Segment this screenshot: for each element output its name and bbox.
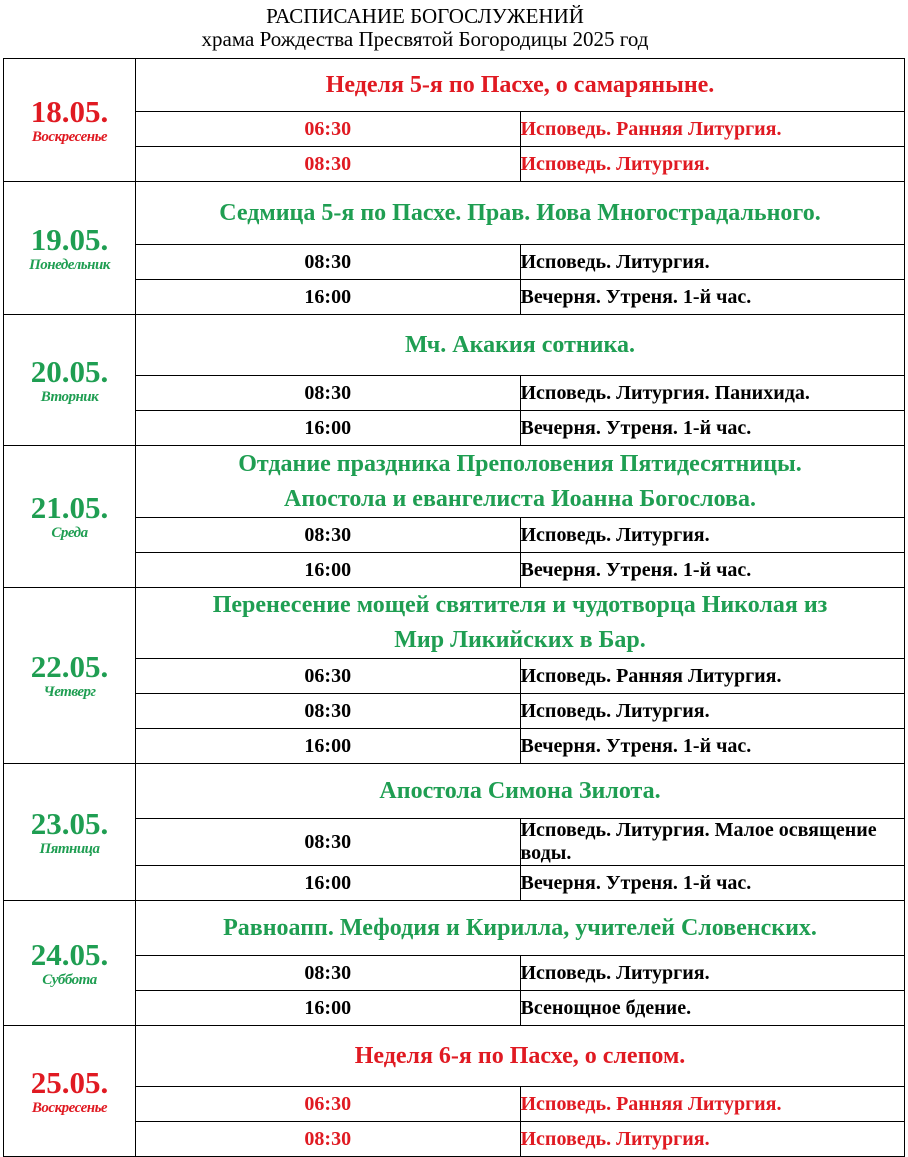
service-row bbox=[4, 659, 905, 694]
service-text: Исповедь. Литургия. bbox=[520, 518, 905, 553]
service-time: 06:30 bbox=[136, 1087, 521, 1122]
service-time: 08:30 bbox=[136, 819, 521, 866]
service-row bbox=[4, 1122, 905, 1157]
date-label: 25.05. bbox=[30, 1064, 109, 1100]
service-text: Исповедь. Литургия. Панихида. bbox=[520, 376, 905, 411]
service-time: 08:30 bbox=[136, 245, 521, 280]
service-time: 16:00 bbox=[136, 411, 521, 446]
service-row bbox=[4, 147, 905, 182]
service-text: Всенощное бдение. bbox=[520, 991, 905, 1026]
day-cell bbox=[4, 901, 136, 1026]
day-cell bbox=[4, 182, 136, 315]
day-title-row bbox=[4, 588, 905, 659]
page-subtitle: храма Рождества Пресвятой Богородицы 2025 год bbox=[201, 27, 649, 51]
day-cell bbox=[4, 764, 136, 901]
weekday-label: Понедельник bbox=[29, 256, 110, 273]
day-cell bbox=[4, 315, 136, 446]
date-label: 18.05. bbox=[30, 93, 109, 129]
feast-title-line: Неделя 6-я по Пасхе, о слепом. bbox=[354, 1042, 686, 1069]
schedule-body bbox=[4, 59, 905, 1157]
feast-title-line: Апостола и евангелиста Иоанна Богослова. bbox=[284, 485, 756, 512]
service-row bbox=[4, 729, 905, 764]
feast-title-line: Перенесение мощей святителя и чудотворца Николая из bbox=[212, 592, 828, 618]
service-row bbox=[4, 694, 905, 729]
service-time: 08:30 bbox=[136, 147, 521, 182]
date-label: 23.05. bbox=[30, 805, 109, 841]
service-time: 06:30 bbox=[136, 112, 521, 147]
feast-title-line: Апостола Симона Зилота. bbox=[379, 777, 661, 804]
header bbox=[0, 4, 850, 51]
service-text: Вечерня. Утреня. 1-й час. bbox=[520, 866, 905, 901]
feast-title bbox=[136, 315, 905, 376]
service-text: Исповедь. Литургия. bbox=[520, 694, 905, 729]
page-title: РАСПИСАНИЕ БОГОСЛУЖЕНИЙ bbox=[266, 4, 584, 28]
service-time: 08:30 bbox=[136, 1122, 521, 1157]
service-text: Исповедь. Литургия. bbox=[520, 956, 905, 991]
feast-title-line: Седмица 5-я по Пасхе. Прав. Иова Многострадального. bbox=[219, 199, 821, 226]
service-text: Исповедь. Литургия. bbox=[520, 245, 905, 280]
date-label: 21.05. bbox=[30, 490, 109, 525]
feast-title bbox=[136, 59, 905, 112]
day-cell bbox=[4, 59, 136, 182]
service-text: Исповедь. Литургия. bbox=[520, 147, 905, 182]
service-row bbox=[4, 518, 905, 553]
service-text: Вечерня. Утреня. 1-й час. bbox=[520, 411, 905, 446]
feast-title bbox=[136, 764, 905, 819]
service-row bbox=[4, 376, 905, 411]
service-text: Исповедь. Ранняя Литургия. bbox=[520, 659, 905, 694]
service-text: Исповедь. Литургия. Малое освящение воды. bbox=[520, 819, 905, 866]
feast-title bbox=[136, 1026, 905, 1087]
service-row bbox=[4, 112, 905, 147]
service-time: 16:00 bbox=[136, 991, 521, 1026]
weekday-label: Среда bbox=[51, 525, 88, 541]
service-row bbox=[4, 553, 905, 588]
service-time: 08:30 bbox=[136, 956, 521, 991]
day-title-row bbox=[4, 446, 905, 518]
service-row bbox=[4, 956, 905, 991]
weekday-label: Суббота bbox=[42, 971, 97, 988]
service-text: Исповедь. Литургия. bbox=[520, 1122, 905, 1157]
service-time: 16:00 bbox=[136, 280, 521, 315]
day-title-row bbox=[4, 315, 905, 376]
weekday-label: Четверг bbox=[43, 684, 96, 700]
service-time: 08:30 bbox=[136, 518, 521, 553]
day-title-row bbox=[4, 764, 905, 819]
service-time: 16:00 bbox=[136, 866, 521, 901]
feast-title-line: Неделя 5-я по Пасхе, о самаряныне. bbox=[325, 71, 715, 98]
day-title-row bbox=[4, 1026, 905, 1087]
feast-title bbox=[136, 901, 905, 956]
day-cell bbox=[4, 1026, 136, 1157]
service-text: Исповедь. Ранняя Литургия. bbox=[520, 112, 905, 147]
service-row bbox=[4, 245, 905, 280]
service-text: Вечерня. Утреня. 1-й час. bbox=[520, 280, 905, 315]
feast-title bbox=[136, 182, 905, 245]
date-label: 24.05. bbox=[30, 936, 109, 972]
service-row bbox=[4, 411, 905, 446]
date-label: 20.05. bbox=[30, 353, 109, 389]
feast-title-line: Равноапп. Мефодия и Кирилла, учителей Словенских. bbox=[223, 914, 817, 941]
date-label: 19.05. bbox=[30, 221, 109, 257]
day-title-row bbox=[4, 59, 905, 112]
service-text: Вечерня. Утреня. 1-й час. bbox=[520, 553, 905, 588]
service-row bbox=[4, 991, 905, 1026]
service-time: 16:00 bbox=[136, 553, 521, 588]
feast-title bbox=[136, 446, 905, 518]
feast-title-line: Отдание праздника Преполовения Пятидесятницы. bbox=[238, 450, 802, 477]
weekday-label: Воскресенье bbox=[31, 128, 108, 145]
day-title-row bbox=[4, 182, 905, 245]
service-row bbox=[4, 280, 905, 315]
service-time: 08:30 bbox=[136, 694, 521, 729]
feast-title-line: Мир Ликийских в Бар. bbox=[394, 627, 646, 653]
service-row bbox=[4, 866, 905, 901]
service-time: 08:30 bbox=[136, 376, 521, 411]
weekday-label: Воскресенье bbox=[31, 1099, 108, 1116]
service-time: 06:30 bbox=[136, 659, 521, 694]
service-row bbox=[4, 819, 905, 866]
service-text: Исповедь. Ранняя Литургия. bbox=[520, 1087, 905, 1122]
weekday-label: Вторник bbox=[40, 388, 99, 405]
service-text: Вечерня. Утреня. 1-й час. bbox=[520, 729, 905, 764]
day-cell bbox=[4, 588, 136, 764]
day-cell bbox=[4, 446, 136, 588]
schedule-table bbox=[3, 58, 905, 1157]
day-title-row bbox=[4, 901, 905, 956]
feast-title-line: Мч. Акакия сотника. bbox=[405, 331, 635, 358]
service-time: 16:00 bbox=[136, 729, 521, 764]
feast-title bbox=[136, 588, 905, 659]
weekday-label: Пятница bbox=[39, 840, 100, 857]
service-row bbox=[4, 1087, 905, 1122]
date-label: 22.05. bbox=[30, 649, 109, 684]
